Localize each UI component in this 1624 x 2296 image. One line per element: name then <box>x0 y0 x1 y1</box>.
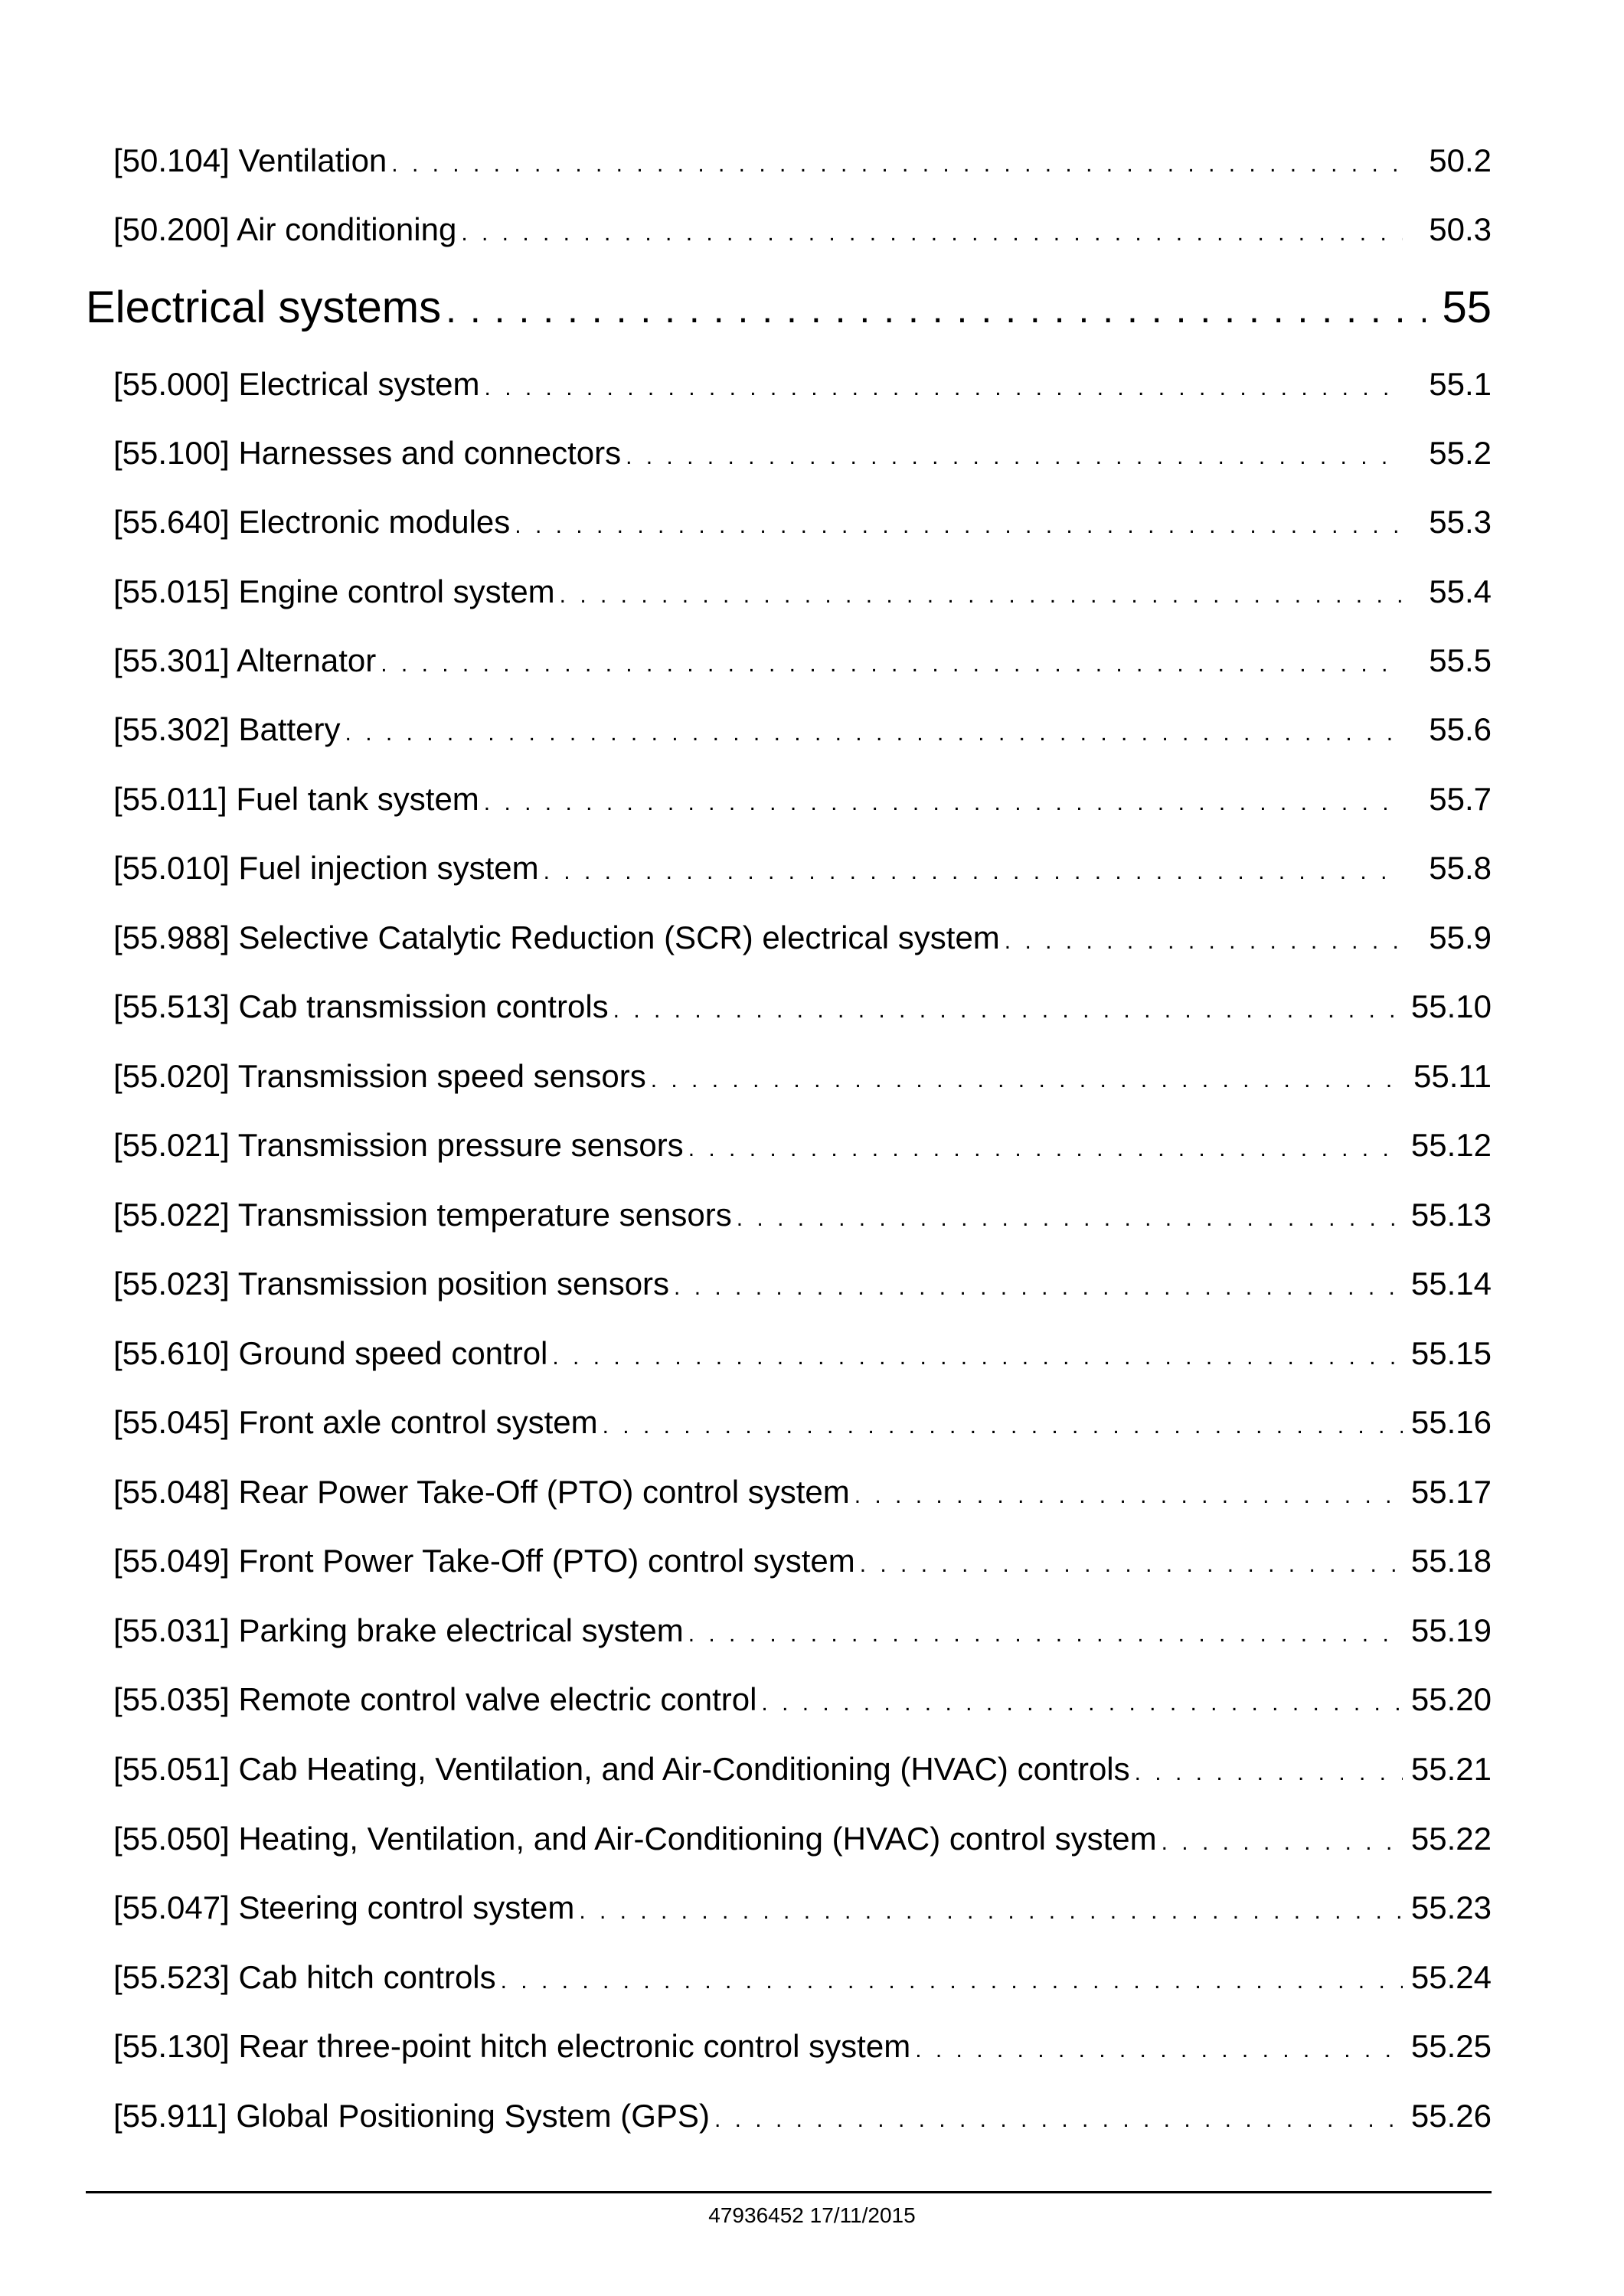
dot-leader <box>544 849 1403 891</box>
toc-entry-page: 50.2 <box>1429 142 1492 178</box>
toc-entry-title: [55.988] Selective Catalytic Reduction (SCR) electrical system <box>113 919 1000 955</box>
toc-entry[interactable] <box>113 569 1492 615</box>
toc-entry-title: [55.513] Cab transmission controls <box>113 988 609 1024</box>
dot-leader <box>688 1612 1403 1654</box>
toc-entry-page: 55.25 <box>1410 2028 1492 2064</box>
dot-leader <box>860 1542 1403 1584</box>
toc-entry-title: [55.011] Fuel tank system <box>113 781 479 817</box>
toc-entry-page: 55.13 <box>1410 1197 1492 1233</box>
toc-entry[interactable] <box>113 1538 1492 1584</box>
dot-leader <box>1005 919 1403 961</box>
toc-entry-page: 50.3 <box>1429 211 1492 247</box>
toc-entry[interactable] <box>113 361 1492 407</box>
toc-entry-page: 55.10 <box>1410 988 1492 1024</box>
toc-entry-page: 55.11 <box>1413 1058 1492 1094</box>
toc-entry-title: [55.523] Cab hitch controls <box>113 1959 496 1995</box>
footer-rule <box>86 2191 1492 2193</box>
toc-entry[interactable] <box>113 1608 1492 1654</box>
toc-entry-page: 55.12 <box>1410 1127 1492 1163</box>
toc-entry-title: [55.050] Heating, Ventilation, and Air-Conditioning (HVAC) control system <box>113 1821 1157 1857</box>
toc-entry-page: 55.5 <box>1429 642 1492 678</box>
dot-leader <box>381 642 1403 684</box>
toc-entry[interactable] <box>113 638 1492 684</box>
toc-entry-page: 55.2 <box>1429 435 1492 471</box>
toc-entry-page: 55.14 <box>1410 1266 1492 1302</box>
toc-entry-page: 55.24 <box>1410 1959 1492 1995</box>
toc-entry[interactable] <box>113 1816 1492 1862</box>
toc-entry[interactable] <box>113 1122 1492 1168</box>
toc-entry-title: [55.021] Transmission pressure sensors <box>113 1127 684 1163</box>
dot-leader <box>552 1334 1403 1377</box>
toc-entry-page: 55.3 <box>1429 504 1492 540</box>
toc-entry-title: [55.000] Electrical system <box>113 366 480 402</box>
toc-entry-page: 55.9 <box>1429 919 1492 955</box>
dot-leader <box>485 365 1403 407</box>
toc-entry-title: [55.051] Cab Heating, Ventilation, and Air-Conditioning (HVAC) controls <box>113 1751 1130 1787</box>
toc-entry[interactable] <box>113 1885 1492 1931</box>
toc-section-page: 55 <box>1442 283 1492 332</box>
dot-leader <box>579 1889 1403 1931</box>
toc-entry-page: 55.15 <box>1410 1335 1492 1371</box>
toc-entry-title: [55.130] Rear three-point hitch electronic control system <box>113 2028 911 2064</box>
toc-entry[interactable] <box>113 1746 1492 1792</box>
toc-entry[interactable] <box>113 1261 1492 1307</box>
dot-leader <box>626 434 1403 476</box>
toc-entry[interactable] <box>113 776 1492 822</box>
dot-leader <box>613 988 1403 1030</box>
toc-entry-title: [55.047] Steering control system <box>113 1889 575 1925</box>
dot-leader <box>761 1680 1403 1723</box>
toc-entry-page: 55.18 <box>1410 1543 1492 1579</box>
dot-leader <box>714 2097 1403 2139</box>
toc-entry-page: 55.26 <box>1410 2098 1492 2134</box>
dot-leader <box>737 1196 1403 1238</box>
dot-leader <box>688 1126 1403 1168</box>
toc-entry[interactable] <box>113 984 1492 1030</box>
toc-entry-page: 55.6 <box>1429 711 1492 747</box>
toc-entry-title: [55.020] Transmission speed sensors <box>113 1058 646 1094</box>
toc-section-heading[interactable] <box>86 277 1492 338</box>
toc-entry-title: [55.045] Front axle control system <box>113 1404 598 1440</box>
toc-entry-title: [55.610] Ground speed control <box>113 1335 548 1371</box>
toc-entry[interactable] <box>113 430 1492 476</box>
toc-entry[interactable] <box>113 915 1492 961</box>
toc-entry-page: 55.16 <box>1410 1404 1492 1440</box>
toc-entry[interactable] <box>113 1399 1492 1445</box>
toc-entry[interactable] <box>113 207 1492 253</box>
toc-entry-title: [55.049] Front Power Take-Off (PTO) control system <box>113 1543 855 1579</box>
toc-entry-page: 55.19 <box>1410 1612 1492 1648</box>
toc-entry-title: [55.640] Electronic modules <box>113 504 511 540</box>
toc-entry-page: 55.17 <box>1410 1474 1492 1510</box>
dot-leader <box>345 710 1403 753</box>
dot-leader <box>674 1265 1403 1307</box>
toc-entry[interactable] <box>113 845 1492 891</box>
dot-leader <box>603 1403 1403 1445</box>
dot-leader <box>446 279 1426 338</box>
dot-leader <box>651 1057 1403 1099</box>
toc-entry[interactable] <box>113 1469 1492 1515</box>
toc-entry-page: 55.22 <box>1410 1821 1492 1857</box>
toc-entry[interactable] <box>113 1053 1492 1099</box>
dot-leader <box>515 503 1403 545</box>
toc-entry-page: 55.1 <box>1429 366 1492 402</box>
dot-leader <box>854 1473 1403 1515</box>
toc-entry[interactable] <box>113 499 1492 545</box>
toc-entry[interactable] <box>113 1192 1492 1238</box>
toc-entry-title: [55.010] Fuel injection system <box>113 850 539 886</box>
toc-entry-page: 55.8 <box>1429 850 1492 886</box>
toc-entry[interactable] <box>113 707 1492 753</box>
toc-entry-title: [55.031] Parking brake electrical system <box>113 1612 684 1648</box>
dot-leader <box>484 780 1403 822</box>
toc-entry-page: 55.4 <box>1429 573 1492 609</box>
toc-entry[interactable] <box>113 2023 1492 2069</box>
toc-entry-page: 55.20 <box>1410 1681 1492 1717</box>
toc-entry-page: 55.23 <box>1410 1889 1492 1925</box>
toc-entry-title: [50.104] Ventilation <box>113 142 387 178</box>
dot-leader <box>1162 1820 1403 1862</box>
toc-section-title: Electrical systems <box>86 283 442 332</box>
toc-entry-title: [55.100] Harnesses and connectors <box>113 435 622 471</box>
toc-entry[interactable] <box>113 138 1492 184</box>
toc-entry-title: [55.035] Remote control valve electric control <box>113 1681 757 1717</box>
toc-entry[interactable] <box>113 1331 1492 1377</box>
dot-leader <box>560 573 1403 615</box>
toc-entry-title: [55.022] Transmission temperature sensors <box>113 1197 732 1233</box>
toc-entry-title: [55.015] Engine control system <box>113 573 555 609</box>
toc-entry-title: [55.302] Battery <box>113 711 341 747</box>
dot-leader <box>915 2027 1403 2069</box>
toc-entry-page: 55.21 <box>1410 1751 1492 1787</box>
dot-leader <box>461 211 1403 253</box>
toc-entry-title: [55.301] Alternator <box>113 642 377 678</box>
page-footer: 47936452 17/11/2015 <box>708 2203 916 2227</box>
dot-leader <box>1135 1750 1403 1792</box>
dot-leader <box>391 142 1403 184</box>
toc-entry[interactable] <box>113 1955 1492 2000</box>
toc-entry-title: [55.911] Global Positioning System (GPS) <box>113 2098 710 2134</box>
toc-entry-title: [50.200] Air conditioning <box>113 211 457 247</box>
toc-entry-title: [55.023] Transmission position sensors <box>113 1266 670 1302</box>
toc-entry-page: 55.7 <box>1429 781 1492 817</box>
toc-entry[interactable] <box>113 1677 1492 1723</box>
dot-leader <box>501 1958 1403 2000</box>
toc-entry-title: [55.048] Rear Power Take-Off (PTO) control system <box>113 1474 850 1510</box>
toc-entry[interactable] <box>113 2093 1492 2139</box>
